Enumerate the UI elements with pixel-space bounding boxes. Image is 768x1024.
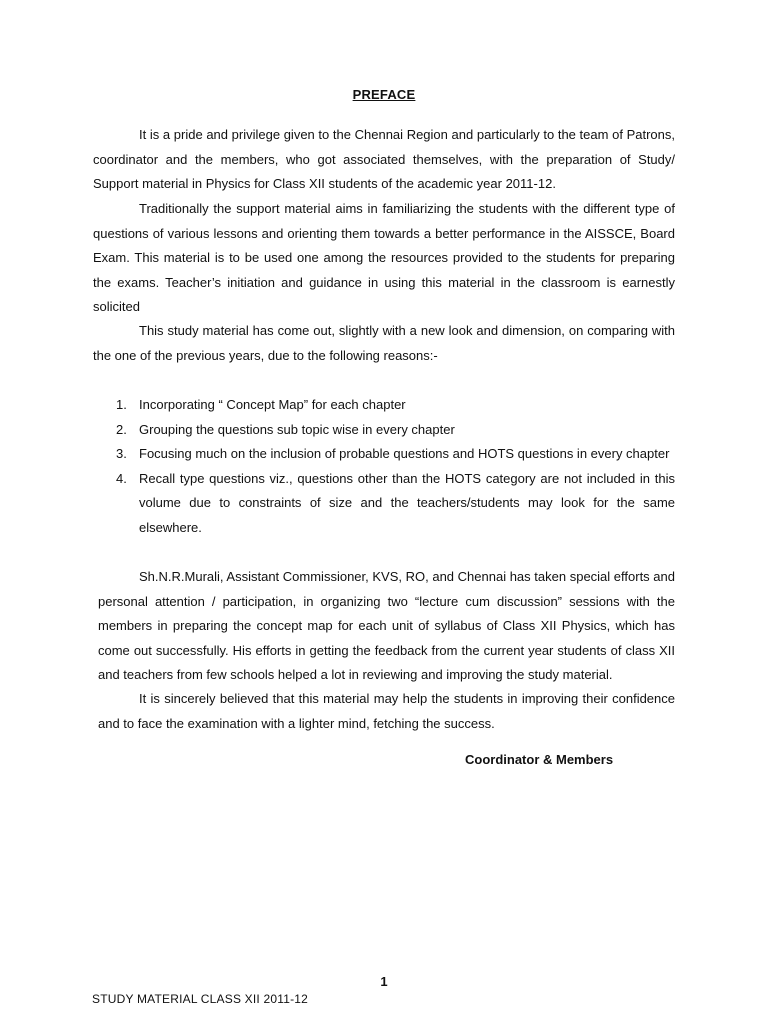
paragraph-acknowledgement: Sh.N.R.Murali, Assistant Commissioner, KVS, RO, and Chennai has taken special efforts and personal attention / participation, in organizing two “lecture cum discussion” sessions with the members in preparing the concept map for each unit of syllabus of Class XII Physics, which has come out successfully. His efforts in getting the feedback from the current year students of class XII and teachers from few schools helped a lot in reviewing and improving the study material. [98, 569, 675, 682]
list-item-number: 3. [116, 446, 127, 461]
reasons-list [93, 393, 675, 540]
list-item [93, 467, 675, 541]
signoff: Coordinator & Members [465, 752, 614, 767]
paragraph-purpose: Traditionally the support material aims in familiarizing the students with the different type of questions of various lessons and orienting them towards a better performance in the AISSCE, Board Exam. This material is to be used one among the resources provided to the students for preparing the exams. Teacher’s initiation and guidance in using this material in the classroom is earnestly solicited [93, 201, 675, 314]
list-item-text: Grouping the questions sub topic wise in every chapter [139, 421, 455, 437]
list-item [93, 393, 675, 418]
list-item-text: Focusing much on the inclusion of probable questions and HOTS questions in every chapter [139, 446, 670, 461]
list-item-number: 4. [116, 470, 127, 486]
page-footer: STUDY MATERIAL CLASS XII 2011-12 [92, 992, 309, 1006]
list-item-text: Recall type questions viz., questions other than the HOTS category are not included in this volume due to constraints of size and the teachers/students may look for the same elsewhere. [139, 470, 675, 535]
page-title: PREFACE [352, 87, 416, 102]
list-item-number: 1. [116, 397, 127, 412]
list-item [93, 442, 675, 467]
paragraph-closing: It is sincerely believed that this material may help the students in improving their confidence and to face the examination with a lighter mind, fetching the success. [98, 691, 675, 731]
paragraph-intro: It is a pride and privilege given to the Chennai Region and particularly to the team of Patrons, coordinator and the members, who got associated themselves, with the preparation of Study/ Support material in Physics for Class XII students of the academic year 2011-12. [93, 127, 675, 191]
page-number: 1 [380, 974, 388, 989]
list-item [93, 418, 675, 443]
list-item-text: Incorporating “ Concept Map” for each chapter [139, 397, 406, 412]
list-item-number: 2. [116, 421, 127, 437]
paragraph-new-look: This study material has come out, slightly with a new look and dimension, on comparing with the one of the previous years, due to the following reasons:- [93, 323, 675, 363]
